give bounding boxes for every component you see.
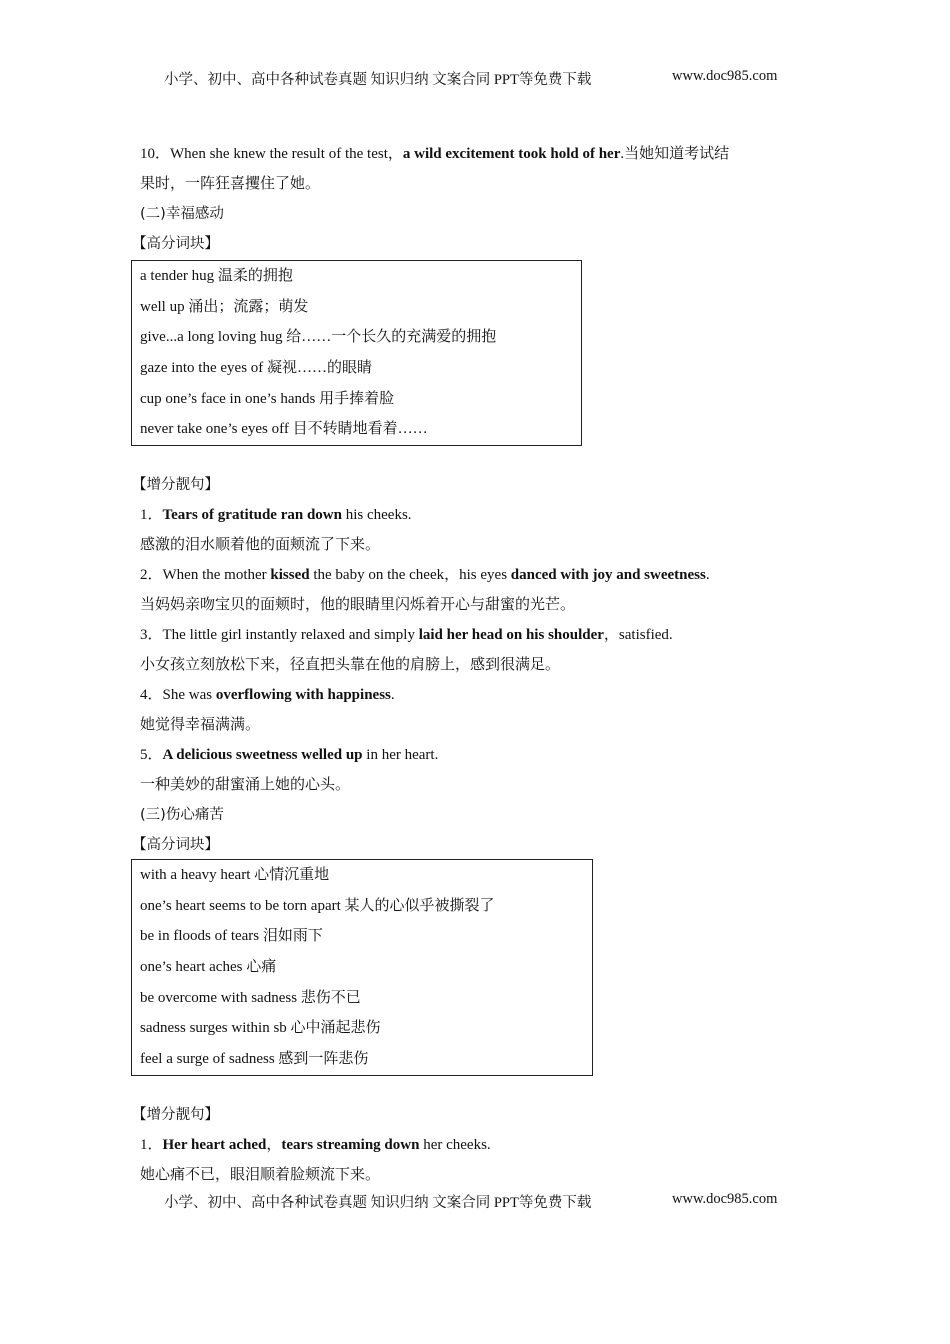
sentence-4: 4．She was overflowing with happiness. (140, 687, 395, 703)
sentence-1: 1．Her heart ached，tears streaming down her cheeks. (140, 1137, 491, 1153)
item-10-line1: 10．When she knew the result of the test，a wild excitement took hold of her.当她知道考试结 (140, 146, 730, 162)
vocab-item: be overcome with sadness 悲伤不已 (140, 989, 361, 1006)
sentence-3-translation: 小女孩立刻放松下来，径直把头靠在他的肩膀上，感到很满足。 (140, 657, 561, 673)
item-10 (132, 139, 730, 259)
vocab-item: gaze into the eyes of 凝视……的眼睛 (140, 360, 373, 377)
header-url: www.doc985.com (672, 68, 778, 84)
header-text: 小学、初中、高中各种试卷真题 知识归纳 文案合同 PPT等免费下载 (164, 72, 592, 88)
footer-text: 小学、初中、高中各种试卷真题 知识归纳 文案合同 PPT等免费下载 (164, 1195, 592, 1211)
sentence-label: 【增分靓句】 (132, 477, 219, 493)
vocab-label: 【高分词块】 (132, 837, 219, 853)
item-10-line2: 果时，一阵狂喜攫住了她。 (140, 176, 321, 192)
vocab-box-sadness (131, 859, 593, 1076)
sentence-2-translation: 当妈妈亲吻宝贝的面颊时，他的眼睛里闪烁着开心与甜蜜的光芒。 (140, 597, 576, 613)
vocab-item: give...a long loving hug 给……一个长久的充满爱的拥抱 (140, 329, 497, 346)
vocab-item: feel a surge of sadness 感到一阵悲伤 (140, 1051, 369, 1068)
sentence-4-translation: 她觉得幸福满满。 (140, 717, 261, 733)
sentence-5: 5．A delicious sweetness welled up in her heart. (140, 747, 439, 763)
vocab-item: cup one’s face in one’s hands 用手捧着脸 (140, 390, 395, 407)
vocab-item: one’s heart seems to be torn apart 某人的心似乎被撕裂了 (140, 897, 495, 914)
vocab-item: sadness surges within sb 心中涌起悲伤 (140, 1020, 381, 1037)
sentences-sadness (140, 1130, 491, 1190)
vocab-item: well up 涌出；流露；萌发 (140, 298, 309, 315)
vocab-item: never take one’s eyes off 目不转睛地看着…… (140, 421, 428, 438)
vocab-label: 【高分词块】 (132, 236, 219, 252)
sentence-2: 2．When the mother kissed the baby on the cheek，his eyes danced with joy and sweetness. (140, 567, 710, 583)
sentence-label: 【增分靓句】 (132, 1107, 219, 1123)
sentences-happiness (132, 500, 710, 860)
sentence-1: 1．Tears of gratitude ran down his cheeks. (140, 507, 412, 523)
vocab-item: a tender hug 温柔的拥抱 (140, 268, 293, 284)
vocab-item: one’s heart aches 心痛 (140, 959, 277, 976)
sentence-3: 3．The little girl instantly relaxed and simply laid her head on his shoulder，satisfied. (140, 627, 673, 643)
footer-url: www.doc985.com (672, 1191, 778, 1207)
vocab-item: be in floods of tears 泪如雨下 (140, 928, 323, 945)
sentence-1-translation: 感激的泪水顺着他的面颊流了下来。 (140, 537, 381, 553)
section-title-sadness: (三)伤心痛苦 (140, 807, 224, 823)
vocab-item: with a heavy heart 心情沉重地 (140, 867, 330, 883)
sentence-5-translation: 一种美妙的甜蜜涌上她的心头。 (140, 777, 351, 793)
sentence-1-translation: 她心痛不已，眼泪顺着脸颊流下来。 (140, 1167, 381, 1183)
section-title-happiness: (二)幸福感动 (140, 206, 224, 222)
vocab-box-happiness (131, 260, 582, 446)
